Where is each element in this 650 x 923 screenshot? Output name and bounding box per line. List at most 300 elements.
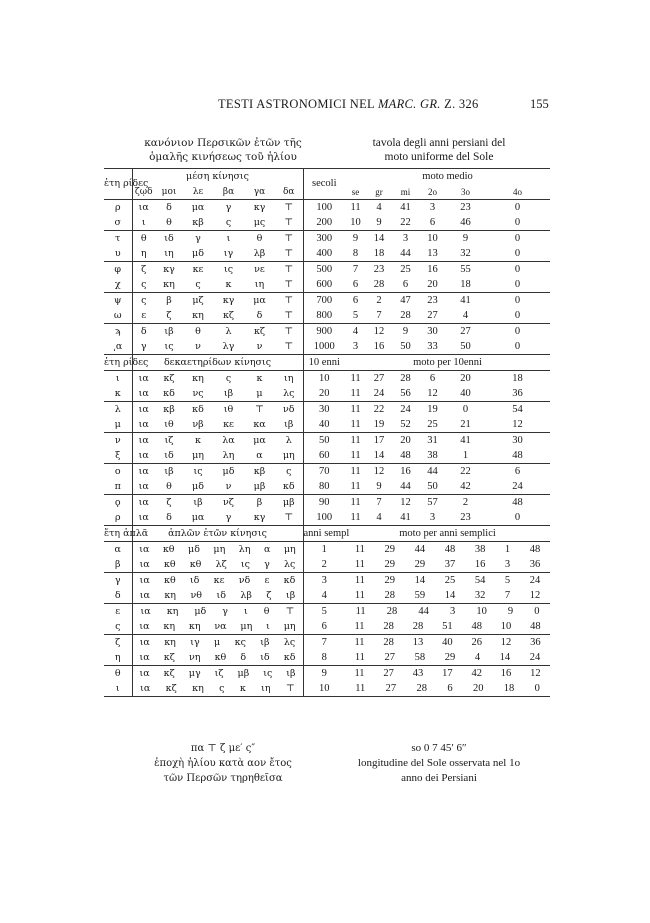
unit-value-cell: 8 <box>303 650 345 666</box>
greek-value-cell: μγ <box>188 667 201 679</box>
running-title <box>218 97 479 112</box>
greek-value-cell: ιη <box>155 246 183 262</box>
row-label-greek: λ <box>104 402 132 418</box>
greek-motion-header: ἁπλῶν ἐτῶν κίνησις <box>132 526 303 542</box>
greek-value-cell: ια <box>132 479 155 495</box>
italian-value-group <box>345 573 550 589</box>
greek-value-group <box>132 604 303 620</box>
italian-value-cell: 17 <box>442 667 453 679</box>
italian-value-cell: 29 <box>384 574 396 586</box>
epoch-caption-greek: ἐποχὴ ἡλίου κατὰ αον ἔτος <box>154 758 292 769</box>
unit-value-cell: 5 <box>303 604 345 620</box>
epoch-caption-greek: τῶν Περσῶν τηρηθεῖσα <box>163 773 283 784</box>
italian-value-cell: 12 <box>530 667 541 679</box>
greek-value-cell: ιη <box>244 277 275 293</box>
greek-value-cell: μδ <box>183 479 213 495</box>
greek-value-cell: μα <box>253 434 266 446</box>
greek-value-row <box>133 636 303 650</box>
italian-value-cell: 25 <box>444 574 456 586</box>
italian-value-cell: 41 <box>460 294 471 306</box>
greek-value-cell: μζ <box>192 294 204 306</box>
italian-value-cell: 5 <box>345 308 366 324</box>
row-label-header: ἐτη ρίδες <box>104 169 132 200</box>
italian-value-row <box>345 667 550 681</box>
italian-value-cell: 0 <box>485 308 550 324</box>
greek-value-cell: κζ <box>163 651 175 663</box>
greek-value-cell: μ <box>214 636 221 648</box>
greek-value-cell: ια <box>139 667 150 679</box>
italian-value-cell: 3 <box>449 605 456 617</box>
greek-value-cell: μβ <box>244 479 275 495</box>
greek-value-row <box>133 605 303 619</box>
italian-value-cell: 42 <box>471 667 482 679</box>
italian-value-cell: 19 <box>427 403 438 415</box>
greek-value-cell: ιδ <box>155 448 183 464</box>
greek-value-cell: κθ <box>164 574 176 586</box>
italian-value-cell: 11 <box>354 558 365 570</box>
italian-value-group <box>345 619 550 635</box>
italian-value-cell: 5 <box>504 574 511 586</box>
italian-value-cell: 28 <box>383 636 394 648</box>
greek-value-cell: κθ <box>162 543 175 555</box>
italian-value-cell: 20 <box>460 372 471 384</box>
greek-value-cell: ιδ <box>216 589 226 601</box>
italian-value-group <box>345 681 550 697</box>
italian-value-cell: 6 <box>352 294 359 306</box>
greek-value-cell: μη <box>213 543 226 555</box>
italian-value-cell: 28 <box>386 605 398 617</box>
italian-value-cell: 42 <box>446 479 485 495</box>
greek-value-cell: μβ <box>282 496 295 508</box>
italian-value-cell: 9 <box>507 605 514 617</box>
greek-value-cell: κδ <box>275 479 303 495</box>
greek-value-cell: κγ <box>244 510 275 526</box>
greek-value-cell: κγ <box>222 294 235 306</box>
italian-value-row <box>345 651 550 665</box>
greek-value-cell: ις <box>193 465 203 477</box>
italian-value-cell: 24 <box>366 386 392 402</box>
greek-value-cell: κζ <box>163 667 175 679</box>
italian-value-cell: 32 <box>446 246 485 262</box>
unit-value-cell: 600 <box>303 277 345 293</box>
greek-value-cell: κθ <box>189 558 202 570</box>
greek-value-cell: λ <box>285 434 292 446</box>
italian-value-cell: 7 <box>366 308 392 324</box>
italian-subcolumn-header: se <box>345 184 366 200</box>
greek-value-cell: ζ <box>155 308 183 324</box>
greek-value-row <box>133 558 303 572</box>
row-label-greek: δ <box>104 588 132 604</box>
unit-value-cell: 200 <box>303 215 345 231</box>
unit-header: anni sempl <box>303 526 345 542</box>
greek-value-cell: κδ <box>192 403 204 415</box>
italian-value-cell: 6 <box>514 465 521 477</box>
greek-value-cell: λγ <box>213 339 244 355</box>
italian-value-cell: 0 <box>485 510 550 526</box>
row-label-greek: ω <box>104 308 132 324</box>
greek-value-cell: α <box>244 448 275 464</box>
greek-value-row <box>133 589 303 603</box>
italian-value-cell: 12 <box>500 636 512 648</box>
greek-value-cell: α <box>263 543 271 555</box>
greek-value-cell: ιη <box>284 372 294 384</box>
greek-value-group <box>132 619 303 635</box>
greek-value-cell: κ <box>195 434 201 446</box>
italian-value-cell: 9 <box>402 325 409 337</box>
greek-value-cell: ια <box>138 372 149 384</box>
italian-value-group <box>345 666 550 682</box>
unit-value-cell: 300 <box>303 231 345 247</box>
greek-value-cell: κη <box>192 372 204 384</box>
italian-value-cell: 3 <box>504 558 511 570</box>
row-label-greek: ο <box>104 464 132 480</box>
italian-value-cell: 25 <box>419 417 446 433</box>
unit-value-cell: 100 <box>303 510 345 526</box>
unit-value-cell: 40 <box>303 417 345 433</box>
italian-value-cell: 28 <box>416 682 427 694</box>
italian-value-cell: 3 <box>402 232 409 244</box>
greek-value-cell: ιβ <box>260 636 270 648</box>
greek-value-cell: ι <box>226 232 231 244</box>
greek-value-cell: κ <box>256 372 263 384</box>
italian-value-group <box>345 588 550 604</box>
greek-value-cell: θ <box>155 215 183 231</box>
italian-value-cell: 11 <box>355 682 366 694</box>
italian-value-cell: 41 <box>392 510 419 526</box>
greek-value-cell: ς <box>141 294 147 306</box>
greek-value-cell: ιβ <box>286 589 296 601</box>
italian-value-cell: 22 <box>460 465 471 477</box>
italian-value-cell: 18 <box>503 682 515 694</box>
italian-value-cell: 10 <box>476 605 487 617</box>
italian-value-cell: 36 <box>485 386 550 402</box>
greek-subcolumn-header: γα <box>244 184 275 200</box>
italian-value-cell: 26 <box>471 636 482 648</box>
greek-value-cell: μδ <box>188 543 200 555</box>
greek-value-cell: λζ <box>215 558 227 570</box>
italian-value-cell: 4 <box>446 308 485 324</box>
greek-value-cell: ις <box>155 339 183 355</box>
greek-value-cell: μη <box>283 620 296 632</box>
row-label-greek: ε <box>104 604 132 620</box>
running-head <box>0 97 650 113</box>
greek-value-cell: ιγ <box>190 636 200 648</box>
greek-caption <box>124 136 322 164</box>
row-label-greek: ψ <box>104 293 132 309</box>
italian-value-cell: 11 <box>354 620 365 632</box>
italian-value-cell: 18 <box>446 277 485 293</box>
italian-value-cell: 12 <box>400 496 411 508</box>
greek-value-cell: ⊤ <box>275 215 303 231</box>
greek-value-cell: λη <box>213 448 244 464</box>
italian-value-cell: 44 <box>414 543 426 555</box>
italian-value-cell: 18 <box>512 372 523 384</box>
unit-value-cell: 900 <box>303 324 345 340</box>
italian-value-cell: 11 <box>350 434 361 446</box>
italian-value-cell: 25 <box>400 263 411 275</box>
greek-value-cell: ⊤ <box>255 403 264 415</box>
greek-value-cell: β <box>166 294 172 306</box>
italian-value-row <box>345 605 550 619</box>
greek-value-cell: γ <box>264 558 270 570</box>
greek-value-cell: νθ <box>190 589 202 601</box>
greek-value-cell: κε <box>213 417 244 433</box>
greek-value-group <box>132 588 303 604</box>
italian-value-group <box>345 650 550 666</box>
greek-value-cell: κγ <box>163 263 175 275</box>
greek-value-cell: κε <box>192 263 204 275</box>
greek-value-cell: ιζ <box>164 434 174 446</box>
greek-value-cell: δ <box>240 651 247 663</box>
unit-value-cell: 70 <box>303 464 345 480</box>
greek-value-group <box>132 635 303 651</box>
italian-value-cell: 7 <box>352 263 359 275</box>
greek-value-cell: β <box>256 496 263 508</box>
greek-value-cell: ι <box>244 605 248 617</box>
greek-value-cell: κβ <box>183 215 213 231</box>
italian-value-cell: 52 <box>392 417 419 433</box>
row-label-greek: φ <box>104 262 132 278</box>
greek-value-cell: δ <box>166 201 172 213</box>
italian-value-cell: 11 <box>350 403 361 415</box>
greek-value-cell: ιζ <box>214 667 224 679</box>
italian-value-cell: 10 <box>500 620 512 632</box>
greek-value-cell: νδ <box>283 403 295 415</box>
italian-value-cell: 29 <box>414 558 426 570</box>
italian-value-cell: 54 <box>512 403 523 415</box>
italian-value-cell: 14 <box>373 232 385 244</box>
italian-value-cell: 10 <box>345 215 366 231</box>
greek-value-cell: κη <box>166 605 179 617</box>
greek-value-cell: ιβ <box>213 386 244 402</box>
unit-header: 10 enni <box>303 355 345 371</box>
greek-value-cell: ι <box>266 620 270 632</box>
greek-value-cell: μη <box>275 448 303 464</box>
italian-value-cell: 17 <box>373 434 385 446</box>
italian-value-cell: 14 <box>444 589 456 601</box>
italian-value-cell: 48 <box>485 448 550 464</box>
greek-value-cell: ιβ <box>164 465 174 477</box>
italian-value-cell: 23 <box>460 201 471 213</box>
italian-value-cell: 11 <box>354 636 365 648</box>
italian-value-cell: 28 <box>400 372 411 384</box>
greek-value-cell: ιβ <box>286 667 296 679</box>
italian-value-cell: 36 <box>530 636 541 648</box>
italian-value-cell: 48 <box>529 543 541 555</box>
greek-value-cell: ια <box>138 434 149 446</box>
greek-value-cell: ια <box>140 605 151 617</box>
greek-value-cell: ς <box>183 277 213 293</box>
italian-motion-header: moto per anni semplici <box>345 526 550 542</box>
italian-motion-header: moto medio <box>345 169 550 185</box>
row-label-header: ἔτη ἁπλᾶ <box>104 526 132 542</box>
row-label-greek: π <box>104 479 132 495</box>
italian-value-cell: 30 <box>512 434 523 446</box>
greek-value-cell: κη <box>164 636 176 648</box>
greek-value-cell: ⊤ <box>275 510 303 526</box>
italian-value-cell: 44 <box>392 479 419 495</box>
greek-value-cell: κζ <box>213 308 244 324</box>
italian-value-cell: 23 <box>427 294 438 306</box>
greek-value-cell: μβ <box>237 667 250 679</box>
greek-value-cell: νς <box>183 386 213 402</box>
greek-value-cell: ς <box>225 372 232 384</box>
greek-value-cell: λς <box>275 386 303 402</box>
italian-value-cell: 11 <box>345 417 366 433</box>
row-label-greek: β <box>104 557 132 573</box>
unit-value-cell: 500 <box>303 262 345 278</box>
italian-value-cell: 3 <box>419 510 446 526</box>
italian-value-cell: 58 <box>414 651 426 663</box>
italian-value-cell: 59 <box>414 589 426 601</box>
italian-value-cell: 6 <box>447 682 453 694</box>
italian-value-cell: 38 <box>419 448 446 464</box>
italian-value-cell: 0 <box>514 294 521 306</box>
greek-value-cell: μα <box>253 294 266 306</box>
italian-value-cell: 37 <box>444 558 456 570</box>
italian-caption <box>328 136 550 164</box>
row-label-greek: μ <box>104 417 132 433</box>
greek-value-cell: γ <box>132 339 155 355</box>
unit-value-cell: 50 <box>303 433 345 449</box>
greek-value-cell: κβ <box>163 403 175 415</box>
italian-value-cell: 27 <box>419 308 446 324</box>
unit-value-cell: 30 <box>303 402 345 418</box>
italian-value-cell: 0 <box>514 325 521 337</box>
row-label-greek: η <box>104 650 132 666</box>
italian-value-cell: 11 <box>345 510 366 526</box>
greek-value-cell: ς <box>219 682 225 694</box>
unit-value-cell: 800 <box>303 308 345 324</box>
unit-value-cell: 90 <box>303 495 345 511</box>
italian-value-cell: 12 <box>485 417 550 433</box>
row-label-greek: υ <box>104 246 132 262</box>
unit-value-cell: 4 <box>303 588 345 604</box>
greek-value-cell: θ <box>140 232 147 244</box>
greek-value-cell: μδ <box>222 465 235 477</box>
italian-epoch-note <box>328 741 550 786</box>
greek-value-cell: μη <box>183 448 213 464</box>
greek-value-cell: ⊤ <box>285 605 295 617</box>
italian-value-cell: 0 <box>485 277 550 293</box>
greek-value-cell: ια <box>138 465 149 477</box>
greek-value-cell: δ <box>155 510 183 526</box>
italian-value-cell: 11 <box>354 589 365 601</box>
greek-value-cell: μ <box>244 386 275 402</box>
unit-value-cell: 9 <box>303 666 345 682</box>
greek-value-cell: ια <box>139 636 150 648</box>
italian-value-cell: 3 <box>345 339 366 355</box>
italian-value-cell: 50 <box>446 339 485 355</box>
greek-value-cell: κδ <box>155 386 183 402</box>
italian-value-cell: 0 <box>514 232 521 244</box>
italian-value-cell: 51 <box>442 620 453 632</box>
unit-value-cell: 10 <box>303 371 345 387</box>
italian-value-cell: 50 <box>419 479 446 495</box>
row-label-greek: ν <box>104 433 132 449</box>
greek-value-cell: ⊤ <box>275 277 303 293</box>
greek-value-group <box>132 557 303 573</box>
italian-value-cell: 4 <box>376 201 382 213</box>
greek-value-cell: θ <box>155 479 183 495</box>
greek-value-cell: ⊤ <box>275 308 303 324</box>
greek-value-cell: ιδ <box>189 574 200 586</box>
italian-subcolumn-header: 4o <box>485 184 550 200</box>
italian-value-cell: 11 <box>345 479 366 495</box>
row-label-greek: ϡ <box>104 324 132 340</box>
greek-value-cell: γ <box>225 201 232 213</box>
italian-value-cell: 24 <box>485 479 550 495</box>
italian-value-cell: 56 <box>392 386 419 402</box>
running-title-part: Z. 326 <box>440 97 479 111</box>
italian-value-cell: 1 <box>446 448 485 464</box>
greek-value-cell: κη <box>188 620 201 632</box>
italian-value-cell: 29 <box>384 558 396 570</box>
unit-value-cell: 700 <box>303 293 345 309</box>
italian-value-cell: 12 <box>419 386 446 402</box>
greek-value-cell: μη <box>240 620 253 632</box>
italian-value-cell: 12 <box>529 589 541 601</box>
italian-value-row <box>345 574 550 588</box>
greek-value-cell: νβ <box>183 417 213 433</box>
row-label-header: ἐτη ρίδες <box>104 355 132 371</box>
greek-value-cell: ι <box>132 215 155 231</box>
row-label-greek: ϙ <box>104 495 132 511</box>
italian-value-cell: 11 <box>350 465 361 477</box>
italian-value-cell: 57 <box>427 496 438 508</box>
greek-value-cell: κη <box>192 682 204 694</box>
greek-value-cell: ⊤ <box>285 682 295 694</box>
unit-value-cell: 80 <box>303 479 345 495</box>
italian-value-cell: 27 <box>383 667 394 679</box>
italian-value-cell: 22 <box>392 215 419 231</box>
italian-value-row <box>345 682 550 696</box>
greek-value-cell: κζ <box>165 682 177 694</box>
greek-value-cell: ζ <box>266 589 272 601</box>
greek-value-cell: κ <box>239 682 246 694</box>
greek-value-cell: η <box>132 246 155 262</box>
italian-value-cell: 48 <box>471 620 482 632</box>
greek-value-cell: μα <box>183 510 213 526</box>
italian-value-cell: 38 <box>474 543 486 555</box>
italian-value-cell: 40 <box>446 386 485 402</box>
italian-value-cell: 4 <box>352 325 359 337</box>
greek-value-cell: ς <box>286 465 292 477</box>
greek-value-cell: κζ <box>163 372 175 384</box>
greek-value-cell: κη <box>164 589 176 601</box>
greek-value-cell: θ <box>256 232 263 244</box>
italian-value-cell: 6 <box>429 372 436 384</box>
greek-value-cell: κη <box>183 308 213 324</box>
row-label-greek: ρ <box>104 200 132 216</box>
row-label-greek: ζ <box>104 635 132 651</box>
greek-value-cell: ιθ <box>155 417 183 433</box>
greek-value-cell: γ <box>222 605 228 617</box>
astronomical-table <box>104 168 550 697</box>
italian-value-cell: 11 <box>350 372 361 384</box>
greek-value-cell: ⊤ <box>284 294 294 306</box>
italian-value-cell: 10 <box>427 232 438 244</box>
greek-value-cell: νζ <box>223 496 234 508</box>
greek-value-cell: κη <box>155 277 183 293</box>
table-footer <box>124 741 550 789</box>
italian-value-cell: 43 <box>412 667 424 679</box>
italian-value-cell: 44 <box>427 465 438 477</box>
unit-value-cell: 10 <box>303 681 345 697</box>
greek-value-cell: γ <box>213 510 244 526</box>
italian-subcolumn-header: mi <box>392 184 419 200</box>
greek-value-cell: ια <box>139 620 150 632</box>
